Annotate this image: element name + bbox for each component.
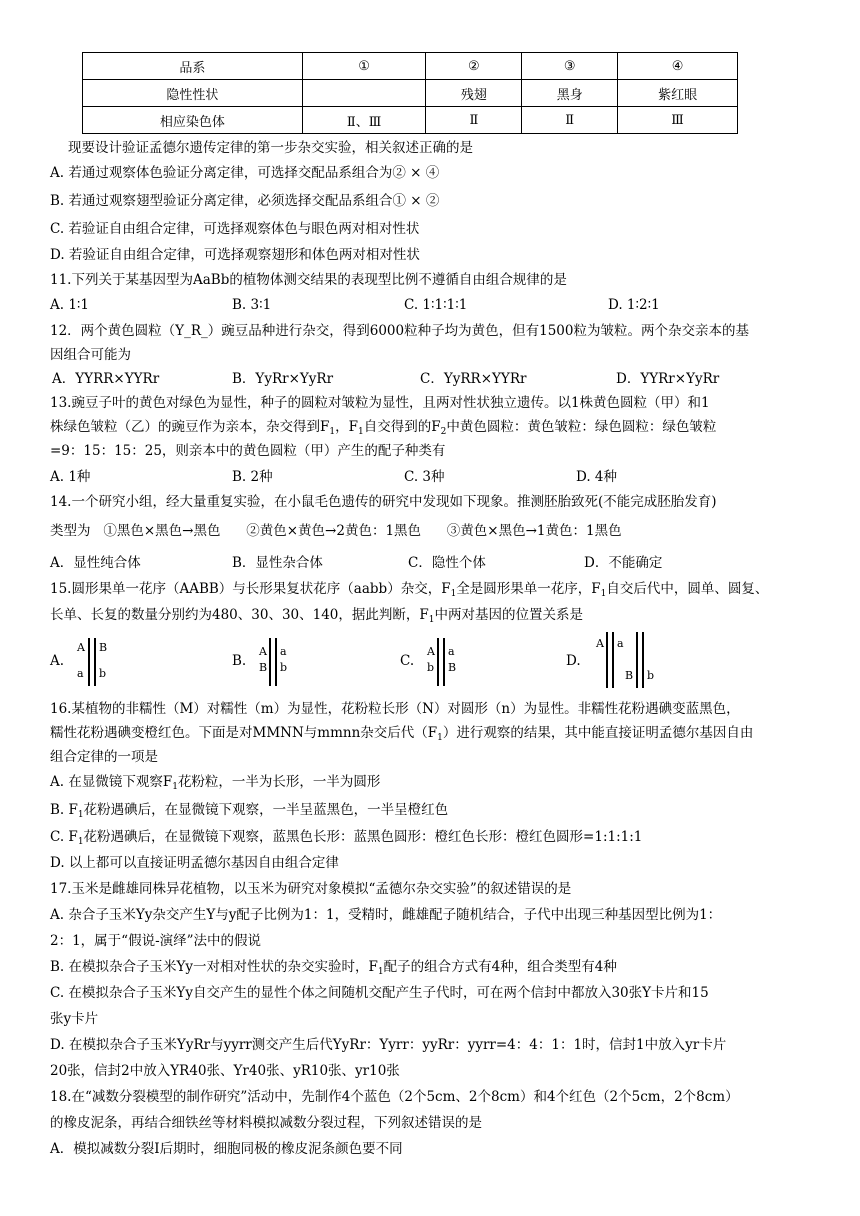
q16-option-b: B. $F_1$花粉遇碘后，在显微镜下观察，一半呈蓝黑色，一半呈橙红色	[50, 802, 449, 820]
table-cell: ③	[522, 53, 618, 80]
gene-label: b	[647, 669, 655, 682]
q18-line2: 的橡皮泥条，再结合细铁丝等材料模拟减数分裂过程，下列叙述错误的是	[50, 1115, 482, 1131]
table-cell: 隐性性状	[83, 80, 303, 107]
q17-option-d-line2: 20张，信封2中放入YR40张、Yr40张、yR10张、yr10张	[50, 1063, 400, 1079]
q14-option-c: C．隐性个体	[408, 555, 486, 571]
q15-option-c-letter: C.	[400, 653, 415, 669]
q13-option-c: C. 3种	[404, 469, 445, 485]
chromosome-bar	[443, 638, 445, 686]
table-cell: Ⅱ	[522, 107, 618, 134]
q18-option-a: A．模拟减数分裂Ⅰ后期时，细胞同极的橡皮泥条颜色要不同	[50, 1141, 403, 1157]
table-cell: ②	[426, 53, 522, 80]
q10-option-d: D. 若验证自由组合定律，可选择观察翅形和体色两对相对性状	[50, 247, 420, 263]
q15-line2: 长单、长复的数量分别约为480、30、30、140，据此判断，$F_1$中两对基因的位置关系是	[50, 607, 583, 625]
q15-line1: 15.圆形果单一花序（AABB）与长形果复状花序（aabb）杂交，$F_1$全是圆形果单一花序，$F_1$自交后代中，圆单、圆复、	[50, 581, 769, 599]
q16-option-d: D. 以上都可以直接证明孟德尔基因自由组合定律	[50, 855, 339, 871]
q15-option-d-letter: D.	[566, 653, 581, 669]
q16-line3: 组合定律的一项是	[50, 749, 158, 765]
chromosome-bar	[642, 632, 644, 688]
q14-option-b: B．显性杂合体	[232, 555, 323, 571]
q17-option-c-line2: 张y卡片	[50, 1011, 99, 1027]
q13-line2: 株绿色皱粒（乙）的豌豆作为亲本，杂交得到$F_1$，$F_1$自交得到的$F_2$中黄色圆粒：黄色皱粒：绿色圆粒：绿色皱粒	[50, 419, 717, 437]
table-row	[83, 53, 738, 80]
gene-label: a	[77, 667, 84, 680]
q12-stem-line2: 因组合可能为	[50, 347, 131, 363]
q15-option-b-letter: B.	[232, 653, 247, 669]
gene-label: b	[99, 667, 107, 680]
q12-option-c: C．YyRR×YYRr	[420, 371, 527, 387]
table-cell: Ⅱ、Ⅲ	[302, 107, 426, 134]
q17-option-a-line1: A. 杂合子玉米Yy杂交产生Y与y配子比例为1：1，受精时，雌雄配子随机结合，子代中出现三种基因型比例为1：	[50, 907, 722, 923]
table-cell: Ⅱ	[426, 107, 522, 134]
gene-label: a	[617, 637, 624, 650]
q12-option-a: A．YYRR×YYRr	[52, 371, 160, 387]
q10-option-b: B. 若通过观察翅型验证分离定律，必须选择交配品系组合① × ②	[50, 193, 440, 209]
q11-option-a: A. 1∶1	[50, 297, 90, 313]
q10-option-a: A. 若通过观察体色验证分离定律，可选择交配品系组合为② × ④	[50, 165, 440, 181]
q13-option-b: B. 2种	[232, 469, 273, 485]
q17-option-a-line2: 2：1，属于“假说-演绎”法中的假说	[50, 933, 262, 949]
q12-stem-line1: 12．两个黄色圆粒（Y_R_）豌豆品种进行杂交，得到6000粒种子均为黄色，但有1500粒为皱粒。两个杂交亲本的基	[50, 323, 749, 339]
table-cell: 黑身	[522, 80, 618, 107]
gene-label: B	[99, 641, 108, 654]
q14-line2: 类型为 ①黑色×黑色→黑色 ②黄色×黄色→2黄色：1黑色 ③黄色×黑色→1黄色：1黑色	[50, 523, 622, 539]
q11-option-c: C. 1∶1∶1∶1	[404, 297, 468, 313]
table-cell	[302, 80, 426, 107]
gene-label: B	[259, 661, 268, 674]
chromosome-diagram-b	[256, 634, 296, 692]
q17-option-d-line1: D. 在模拟杂合子玉米YyRr与yyrr测交产生后代YyRr：Yyrr：yyRr：yyrr=4：4：1：1时，信封1中放入yr卡片	[50, 1037, 727, 1053]
q17-option-b: B. 在模拟杂合子玉米Yy一对相对性状的杂交实验时，$F_1$配子的组合方式有4种，组合类型有4种	[50, 959, 617, 977]
chromosome-diagram-c	[424, 634, 464, 692]
chromosome-bar	[636, 632, 638, 688]
table-row	[83, 107, 738, 134]
table-cell: 相应染色体	[83, 107, 303, 134]
q14-option-a: A．显性纯合体	[50, 555, 141, 571]
q14-line1: 14.一个研究小组，经大量重复实验，在小鼠毛色遗传的研究中发现如下现象。推测胚胎致死(不能完成胚胎发育)	[50, 494, 717, 510]
table-cell: Ⅲ	[618, 107, 738, 134]
q13-option-d: D. 4种	[576, 469, 618, 485]
q12-option-d: D．YYRr×YyRr	[616, 371, 720, 387]
gene-label: B	[625, 669, 634, 682]
gene-label: a	[280, 645, 287, 658]
table-cell: 紫红眼	[618, 80, 738, 107]
q13-line1: 13.豌豆子叶的黄色对绿色为显性，种子的圆粒对皱粒为显性，且两对性状独立遗传。以1株黄色圆粒（甲）和1	[50, 395, 710, 411]
q11-stem: 11.下列关于某基因型为AaBb的植物体测交结果的表现型比例不遵循自由组合规律的是	[50, 272, 567, 288]
q17-option-c-line1: C. 在模拟杂合子玉米Yy自交产生的显性个体之间随机交配产生子代时，可在两个信封中都放入30张Y卡片和15	[50, 985, 709, 1001]
gene-label: b	[280, 661, 288, 674]
strain-table	[82, 52, 738, 134]
table-cell: 品系	[83, 53, 303, 80]
q16-line1: 16.某植物的非糯性（M）对糯性（m）为显性，花粉粒长形（N）对圆形（n）为显性。非糯性花粉遇碘变蓝黑色，	[50, 701, 740, 717]
q16-line2: 糯性花粉遇碘变橙红色。下面是对MMNN与mmnn杂交后代$(F_1)$进行观察的结果，其中能直接证明孟德尔基因自由	[50, 725, 754, 743]
chromosome-bar	[606, 632, 608, 688]
chromosome-diagram-d	[592, 628, 662, 692]
q16-option-c: C. $F_1$花粉遇碘后，在显微镜下观察，蓝黑色长形：蓝黑色圆形：橙红色长形：橙红色圆形=1:1:1:1	[50, 829, 643, 847]
table-row	[83, 80, 738, 107]
q10-option-c: C. 若验证自由组合定律，可选择观察体色与眼色两对相对性状	[50, 221, 420, 237]
chromosome-diagram-a	[74, 634, 114, 692]
table-cell: ①	[302, 53, 426, 80]
q17-line1: 17.玉米是雌雄同株异花植物，以玉米为研究对象模拟“孟德尔杂交实验”的叙述错误的是	[50, 881, 572, 897]
chromosome-bar	[94, 638, 96, 686]
gene-label: a	[448, 645, 455, 658]
table-cell: 残翅	[426, 80, 522, 107]
q18-line1: 18.在“减数分裂模型的制作研究”活动中，先制作4个蓝色（2个5cm、2个8cm）和4个红色（2个5cm，2个8cm）	[50, 1089, 739, 1105]
q15-option-a-letter: A.	[50, 653, 65, 669]
gene-label: A	[427, 645, 435, 658]
chromosome-bar	[269, 638, 271, 686]
q16-option-a: A. 在显微镜下观察$F_1$花粉粒，一半为长形，一半为圆形	[50, 774, 381, 792]
q10-stem: 现要设计验证孟德尔遗传定律的第一步杂交实验，相关叙述正确的是	[68, 140, 473, 156]
gene-label: A	[596, 637, 604, 650]
gene-label: B	[448, 661, 457, 674]
gene-label: b	[427, 661, 435, 674]
gene-label: A	[259, 645, 267, 658]
q12-option-b: B．YyRr×YyRr	[232, 371, 334, 387]
q14-option-d: D．不能确定	[584, 555, 663, 571]
chromosome-bar	[612, 632, 614, 688]
chromosome-bar	[275, 638, 277, 686]
q11-option-d: D. 1∶2∶1	[608, 297, 660, 313]
chromosome-bar	[88, 638, 90, 686]
q13-option-a: A. 1种	[50, 469, 91, 485]
table-cell: ④	[618, 53, 738, 80]
chromosome-bar	[437, 638, 439, 686]
q11-option-b: B. 3∶1	[232, 297, 272, 313]
q13-line3: =9：15：15：25，则亲本中的黄色圆粒（甲）产生的配子种类有	[50, 443, 446, 459]
gene-label: A	[77, 641, 85, 654]
